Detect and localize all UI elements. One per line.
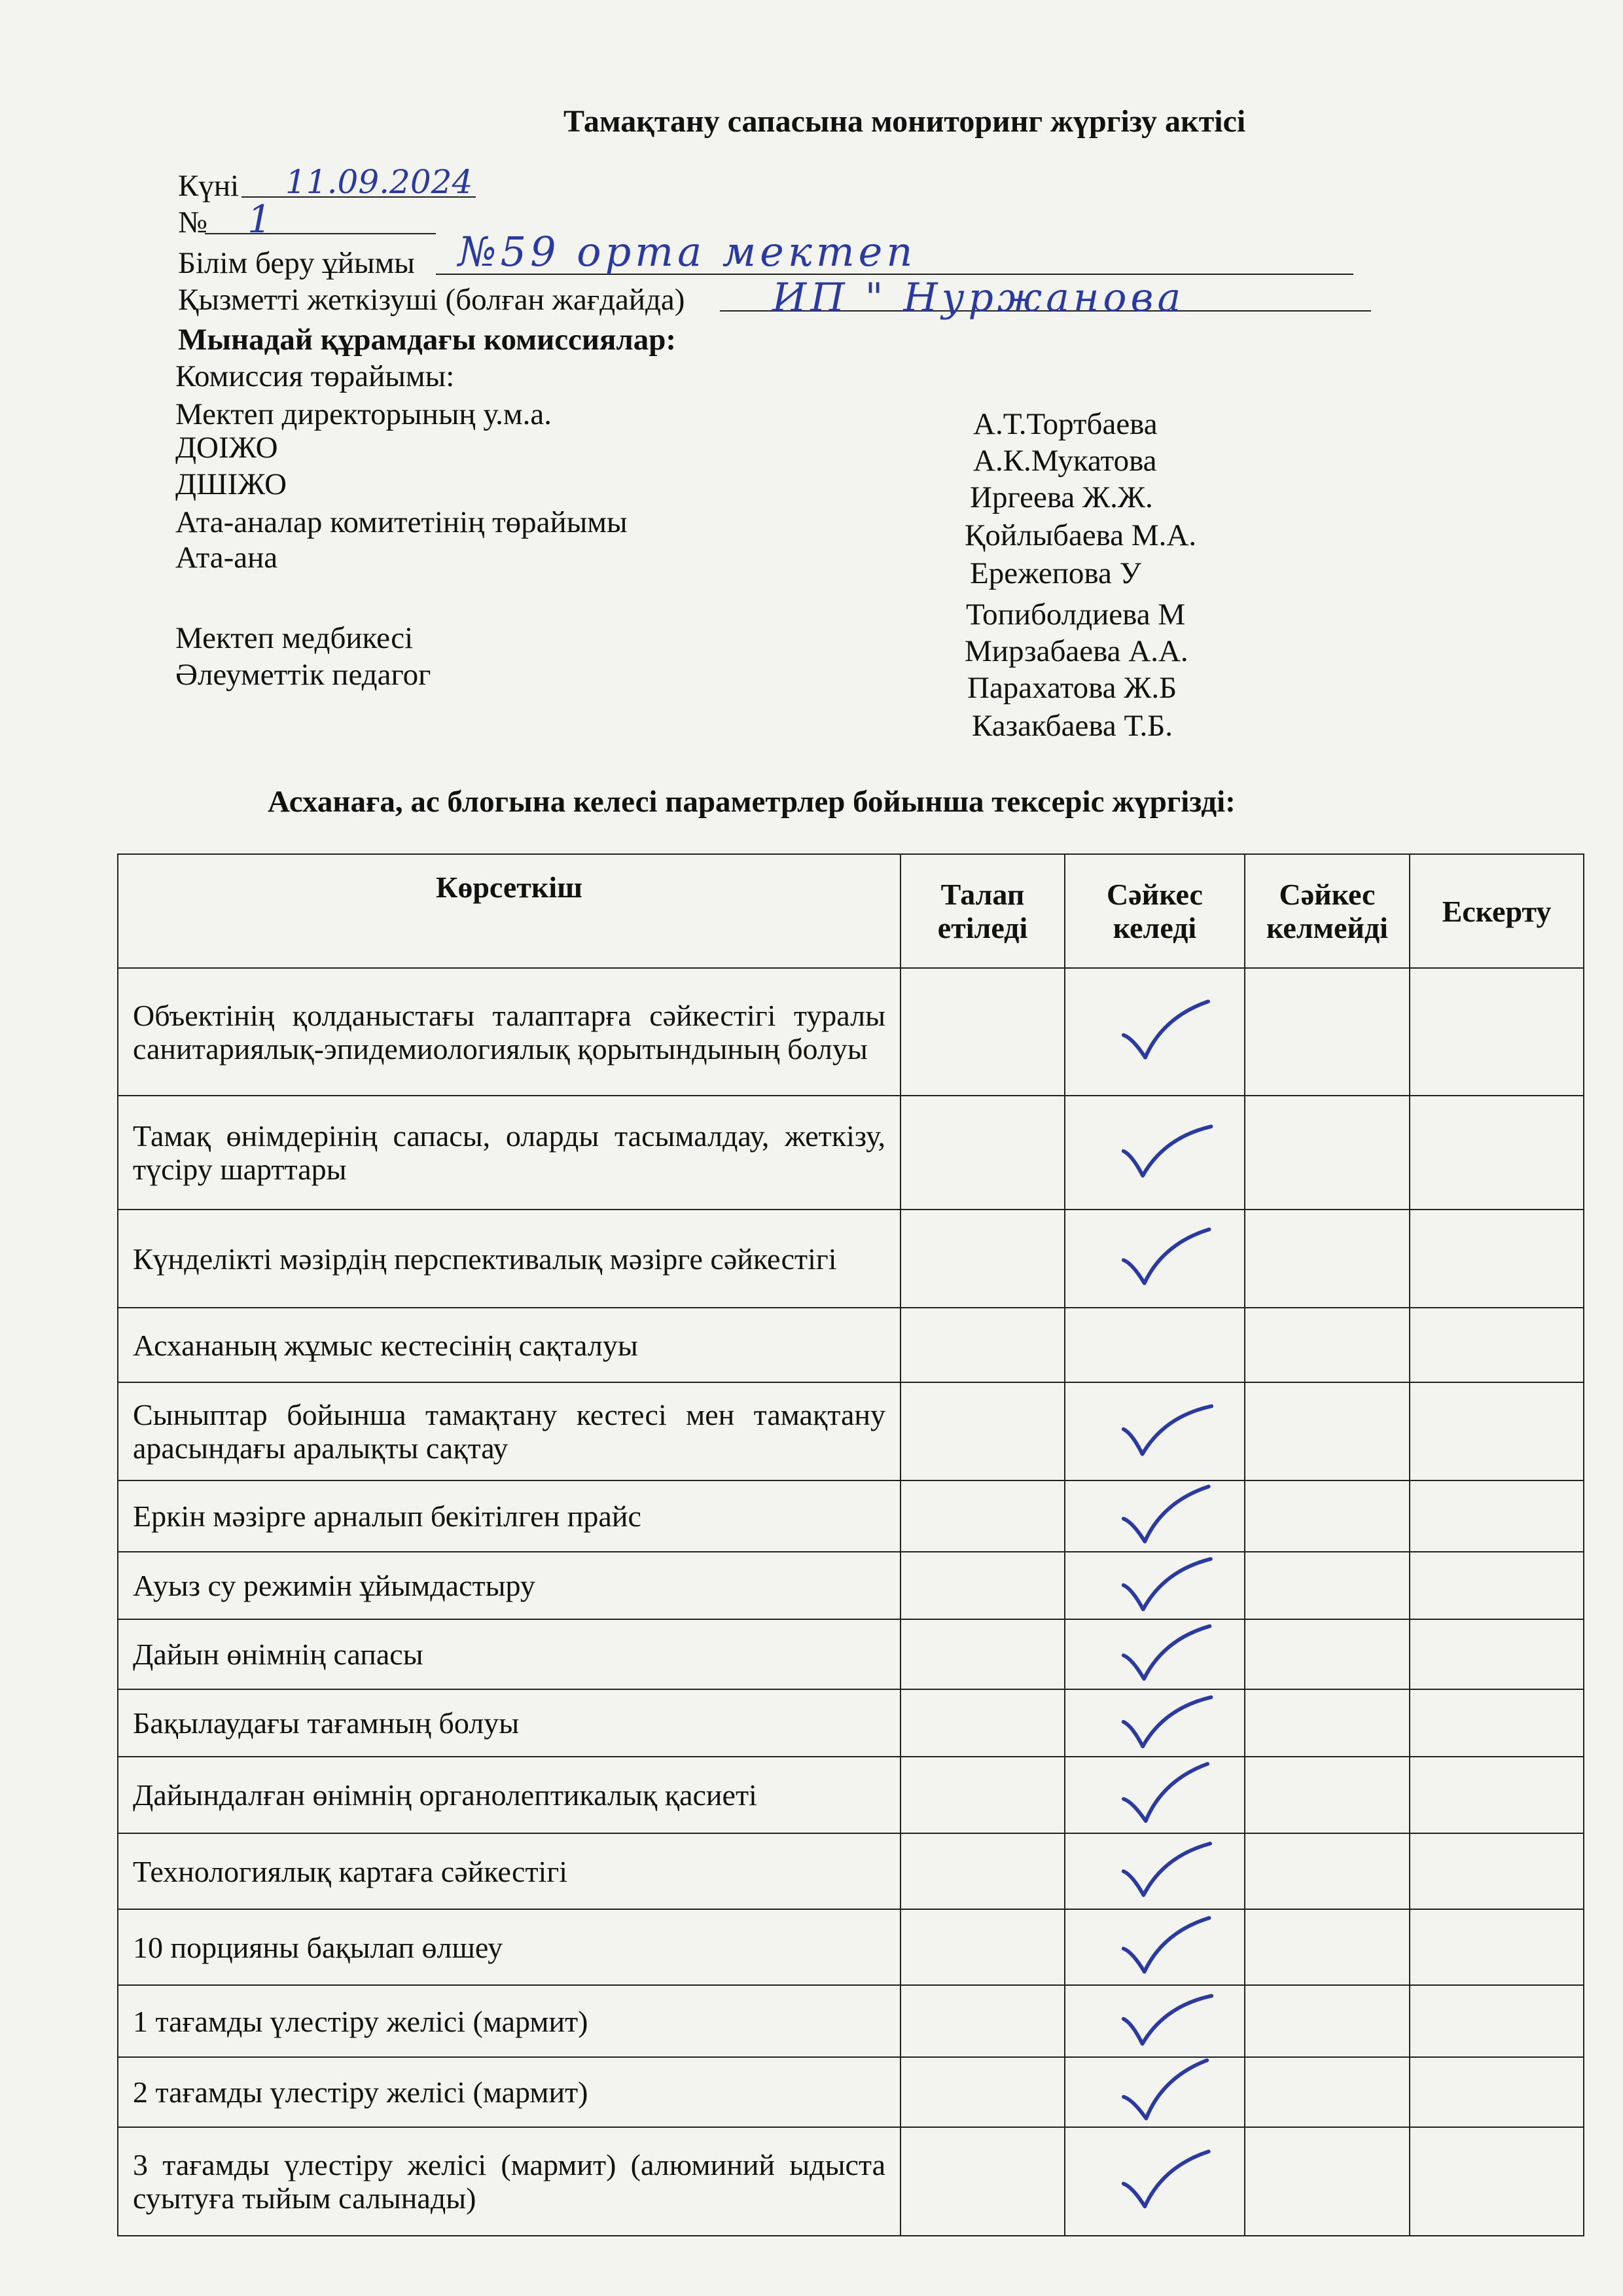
note-cell <box>1410 1833 1584 1909</box>
checkmark-icon <box>1115 1119 1215 1185</box>
complies-cell <box>1065 2127 1245 2236</box>
note-cell <box>1410 1096 1584 1210</box>
not-complies-cell <box>1245 1480 1410 1552</box>
table-row <box>118 968 1584 1096</box>
indicator-cell: Бақылаудағы тағамның болуы <box>118 1689 901 1757</box>
required-cell <box>901 1552 1065 1619</box>
header-complies: Сәйкес келеді <box>1065 854 1245 968</box>
role-label: Мектеп директорының у.м.а. <box>175 397 552 431</box>
section-heading: Асханаға, ас блогына келесі параметрлер бойынша тексеріс жүргізді: <box>268 785 1236 819</box>
note-cell <box>1410 1689 1584 1757</box>
member-name: Иргеева Ж.Ж. <box>970 480 1153 514</box>
table-row <box>118 1909 1584 1985</box>
required-cell <box>901 1833 1065 1909</box>
indicator-cell: Еркін мәзірге арналып бекітілген прайс <box>118 1480 901 1552</box>
inspection-table <box>117 853 1584 2236</box>
note-cell <box>1410 2057 1584 2127</box>
indicator-cell: Объектінің қолданыстағы талаптарға сәйкестігі туралы санитариялық-эпидемиологиялық қорытындының болуы <box>118 968 901 1096</box>
table-row <box>118 1382 1584 1480</box>
required-cell <box>901 1985 1065 2057</box>
document-title: Тамақтану сапасына мониторинг жүргізу актісі <box>563 104 1246 139</box>
required-cell <box>901 2127 1065 2236</box>
member-name: Ережепова У <box>970 556 1141 590</box>
complies-cell <box>1065 1619 1245 1689</box>
checkmark-icon <box>1116 1622 1215 1687</box>
required-cell <box>901 1382 1065 1480</box>
note-cell <box>1410 1619 1584 1689</box>
not-complies-cell <box>1245 1382 1410 1480</box>
commission-heading: Мынадай құрамдағы комиссиялар: <box>178 323 677 357</box>
checkmark-icon <box>1115 1397 1217 1465</box>
table-row <box>118 1619 1584 1689</box>
checkmark-icon <box>1116 1840 1215 1903</box>
indicator-cell: 10 порцияны бақылап өлшеу <box>118 1909 901 1985</box>
org-label: Білім беру ұйымы <box>178 246 415 280</box>
table-row <box>118 1689 1584 1757</box>
header-not-complies: Сәйкес келмейді <box>1245 854 1410 968</box>
note-cell <box>1410 1308 1584 1382</box>
checkmark-icon <box>1115 1914 1215 1980</box>
member-name: Парахатова Ж.Б <box>967 671 1177 705</box>
checkmark-icon <box>1115 1482 1217 1551</box>
complies-cell <box>1065 1985 1245 2057</box>
required-cell <box>901 1689 1065 1757</box>
table-row <box>118 1552 1584 1619</box>
not-complies-cell <box>1245 1689 1410 1757</box>
required-cell <box>901 1210 1065 1308</box>
required-cell <box>901 1619 1065 1689</box>
indicator-cell: 2 тағамды үлестіру желісі (мармит) <box>118 2057 901 2127</box>
chair-label: Комиссия төрайымы: <box>175 359 455 393</box>
role-label: ДОІЖО <box>175 431 278 465</box>
checkmark-icon <box>1115 2147 1217 2215</box>
note-cell <box>1410 1909 1584 1985</box>
role-label: Ата-ана <box>175 541 278 575</box>
indicator-cell: Технологиялық картаға сәйкестігі <box>118 1833 901 1909</box>
number-underline <box>205 233 436 234</box>
complies-cell <box>1065 1096 1245 1210</box>
date-label: Күні <box>178 169 240 203</box>
required-cell <box>901 1909 1065 1985</box>
required-cell <box>901 968 1065 1096</box>
not-complies-cell <box>1245 1833 1410 1909</box>
member-name: Казакбаева Т.Б. <box>972 709 1173 743</box>
note-cell <box>1410 1757 1584 1833</box>
checkmark-icon <box>1113 2057 1217 2127</box>
note-cell <box>1410 1552 1584 1619</box>
indicator-cell: Дайындалған өнімнің органолептикалық қасиеті <box>118 1757 901 1833</box>
checkmark-icon <box>1114 1759 1217 1831</box>
not-complies-cell <box>1245 2127 1410 2236</box>
date-value: 11.09.2024 <box>285 163 473 201</box>
table-header-row <box>118 854 1584 968</box>
not-complies-cell <box>1245 1096 1410 1210</box>
table-row <box>118 1480 1584 1552</box>
note-cell <box>1410 968 1584 1096</box>
indicator-cell: Сыныптар бойынша тамақтану кестесі мен тамақтану арасындағы аралықты сақтау <box>118 1382 901 1480</box>
member-name: А.Т.Тортбаева <box>973 407 1158 441</box>
required-cell <box>901 1308 1065 1382</box>
org-value: №59 орта мектеп <box>458 228 917 276</box>
complies-cell <box>1065 1308 1245 1382</box>
checkmark-icon <box>1115 1225 1215 1291</box>
table-row <box>118 2057 1584 2127</box>
note-cell <box>1410 2127 1584 2236</box>
complies-cell <box>1065 968 1245 1096</box>
complies-cell <box>1065 1210 1245 1308</box>
not-complies-cell <box>1245 1619 1410 1689</box>
not-complies-cell <box>1245 1757 1410 1833</box>
not-complies-cell <box>1245 1210 1410 1308</box>
checkmark-icon <box>1115 997 1217 1066</box>
complies-cell <box>1065 1382 1245 1480</box>
indicator-cell: 1 тағамды үлестіру желісі (мармит) <box>118 1985 901 2057</box>
supplier-value: ИП " Нуржанова <box>772 275 1185 321</box>
table-row <box>118 1985 1584 2057</box>
table-row <box>118 1210 1584 1308</box>
member-name: Мирзабаева А.А. <box>965 634 1188 668</box>
role-label: Әлеуметтік педагог <box>175 658 431 692</box>
table-row <box>118 1757 1584 1833</box>
table-row <box>118 1833 1584 1909</box>
number-value: 1 <box>247 197 272 242</box>
table-row <box>118 1096 1584 1210</box>
table-body <box>118 968 1584 2236</box>
not-complies-cell <box>1245 1985 1410 2057</box>
note-cell <box>1410 1210 1584 1308</box>
member-name: Қойлыбаева М.А. <box>965 518 1197 552</box>
table-row <box>118 1308 1584 1382</box>
checkmark-icon <box>1115 1690 1215 1756</box>
indicator-cell: Күнделікті мәзірдің перспективалық мәзірге сәйкестігі <box>118 1210 901 1308</box>
complies-cell <box>1065 1909 1245 1985</box>
member-name: Топиболдиева М <box>966 598 1186 632</box>
required-cell <box>901 1757 1065 1833</box>
required-cell <box>901 2057 1065 2127</box>
indicator-cell: Тамақ өнімдерінің сапасы, оларды тасымалдау, жеткізу, түсіру шарттары <box>118 1096 901 1210</box>
note-cell <box>1410 1382 1584 1480</box>
table-row <box>118 2127 1584 2236</box>
number-label: № <box>178 206 207 240</box>
role-label: Мектеп медбикесі <box>175 621 414 655</box>
header-indicator: Көрсеткіш <box>118 854 901 968</box>
note-cell <box>1410 1480 1584 1552</box>
complies-cell <box>1065 1689 1245 1757</box>
complies-cell <box>1065 1833 1245 1909</box>
not-complies-cell <box>1245 968 1410 1096</box>
member-name: А.К.Мукатова <box>973 444 1157 478</box>
complies-cell <box>1065 2057 1245 2127</box>
not-complies-cell <box>1245 1552 1410 1619</box>
complies-cell <box>1065 1757 1245 1833</box>
indicator-cell: Асхананың жұмыс кестесінің сақталуы <box>118 1308 901 1382</box>
complies-cell <box>1065 1552 1245 1619</box>
supplier-label: Қызметті жеткізуші (болған жағдайда) <box>178 283 685 317</box>
indicator-cell: 3 тағамды үлестіру желісі (мармит) (алюминий ыдыста суытуға тыйым салынады) <box>118 2127 901 2236</box>
checkmark-icon <box>1115 1987 1217 2055</box>
header-note: Ескерту <box>1410 854 1584 968</box>
header-required: Талап етіледі <box>901 854 1065 968</box>
role-label: Ата-аналар комитетінің төрайымы <box>175 505 628 539</box>
checkmark-icon <box>1116 1553 1215 1618</box>
not-complies-cell <box>1245 1909 1410 1985</box>
required-cell <box>901 1480 1065 1552</box>
not-complies-cell <box>1245 2057 1410 2127</box>
indicator-cell: Дайын өнімнің сапасы <box>118 1619 901 1689</box>
required-cell <box>901 1096 1065 1210</box>
not-complies-cell <box>1245 1308 1410 1382</box>
note-cell <box>1410 1985 1584 2057</box>
indicator-cell: Ауыз су режимін ұйымдастыру <box>118 1552 901 1619</box>
complies-cell <box>1065 1480 1245 1552</box>
role-label: ДШІЖО <box>175 467 287 501</box>
